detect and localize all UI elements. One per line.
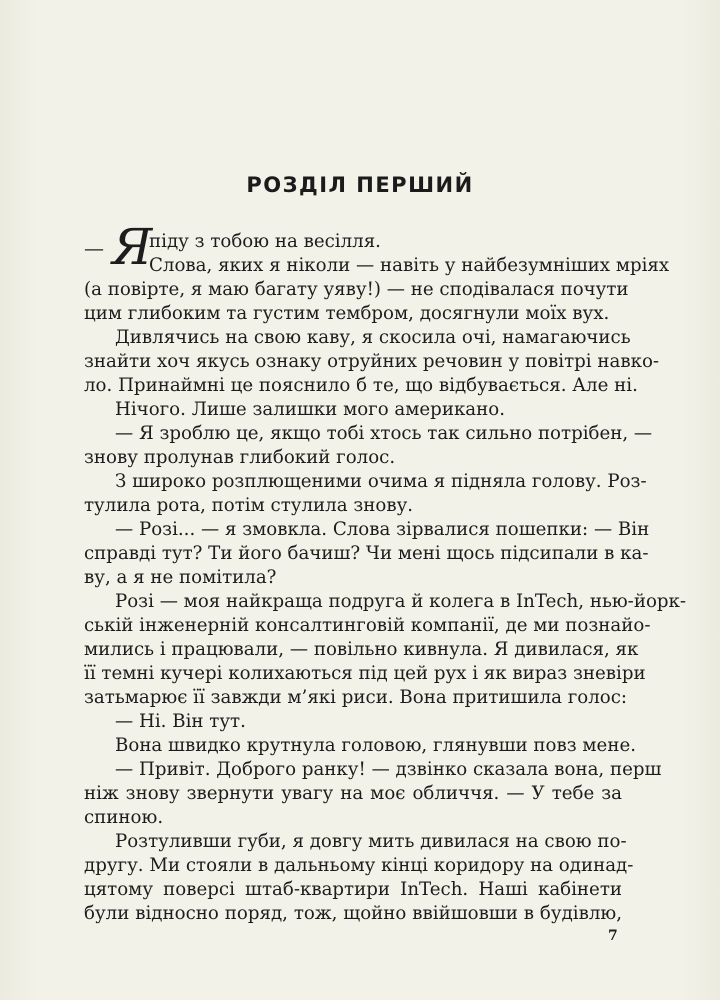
text-line: ніж знову звернути увагу на моє обличчя. — У тебе за (84, 783, 622, 804)
text-line: спиною. (84, 807, 164, 828)
text-line: — Розі... — я змовкла. Слова зірвалися пошепки: — Він (115, 519, 650, 540)
chapter-title: РОЗДІЛ ПЕРШИЙ (246, 173, 474, 197)
text-line: другу. Ми стояли в дальньому кінці коридору на одинад- (84, 855, 634, 876)
text-line: ло. Принаймні це пояснило б те, що відбувається. Але ні. (84, 375, 638, 396)
text-line: Дивлячись на свою каву, я скосила очі, намагаючись (115, 327, 631, 348)
text-line: затьмарює її завжди м’які риси. Вона притишила голос: (84, 687, 628, 708)
text-line: — Привіт. Доброго ранку! — дзвінко сказала вона, перш (115, 759, 662, 780)
text-line: Слова, яких я ніколи — навіть у найбезумніших мріях (149, 255, 670, 276)
text-line: ській інженерній консалтинговій компанії, де ми познайо- (84, 615, 651, 636)
text-line: З широко розплющеними очима я підняла голову. Роз- (115, 471, 647, 492)
text-line: знайти хоч якусь ознаку отруйних речовин у повітрі навко- (84, 351, 660, 372)
drop-dash: — (84, 236, 104, 260)
text-line: мились і працювали, — повільно кивнула. Я дивилася, як (84, 639, 639, 660)
text-line: знову пролунав глибокий голос. (84, 447, 396, 468)
drop-cap: Я (112, 218, 153, 276)
text-line: піду з тобою на весілля. (149, 231, 381, 252)
text-line: Розі — моя найкраща подруга й колега в InTech, нью-йорк- (115, 591, 687, 612)
text-line: Нічого. Лише залишки мого американо. (115, 399, 506, 420)
text-line: тулила рота, потім стулила знову. (84, 495, 414, 516)
text-line: — Ні. Він тут. (115, 711, 246, 732)
text-line: справді тут? Ти його бачиш? Чи мені щось підсипали в ка- (84, 543, 649, 564)
text-line: були відносно поряд, тож, щойно ввійшовши в будівлю, (84, 903, 622, 924)
text-line: — Я зроблю це, якщо тобі хтось так сильно потрібен, — (115, 423, 653, 444)
text-line: Вона швидко крутнула головою, глянувши повз мене. (115, 735, 636, 756)
page-number: 7 (608, 928, 618, 944)
text-line: Розтуливши губи, я довгу мить дивилася на свою по- (115, 831, 627, 852)
text-line: (а повірте, я маю багату уяву!) — не сподівалася почути (84, 279, 629, 300)
text-line: ву, а я не помітила? (84, 567, 277, 588)
text-line: її темні кучері колихаються під цей рух і як вираз зневіри (84, 663, 646, 684)
text-line: цим глибоким та густим тембром, досягнули моїх вух. (84, 303, 610, 324)
text-line: цятому поверсі штаб-квартири InTech. Наші кабінети (84, 879, 622, 900)
